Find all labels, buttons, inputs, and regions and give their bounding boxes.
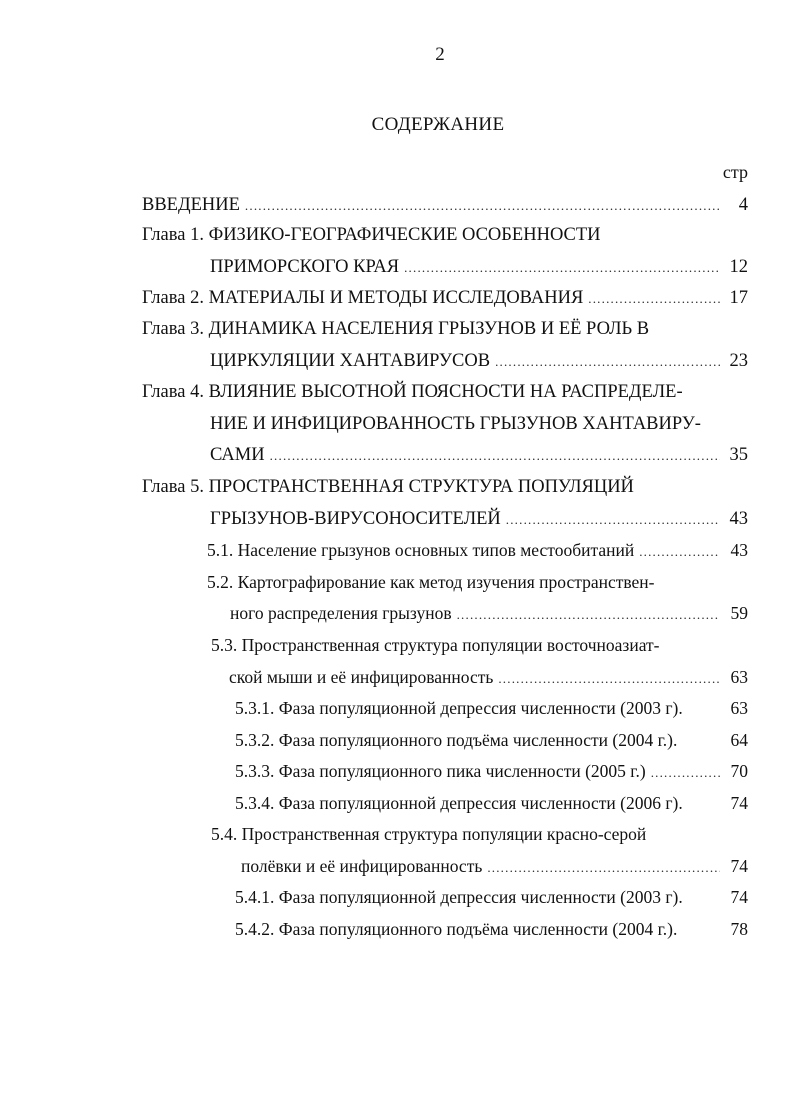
toc-entry-5-1 (207, 537, 748, 563)
toc-entry-chapter-3 (142, 316, 649, 342)
toc-entry-page: 70 (730, 761, 748, 781)
toc-entry-page: 63 (730, 698, 748, 718)
toc-entry-chapter-5-cont (210, 506, 748, 532)
toc-entry-page: 12 (729, 257, 748, 277)
toc-entry-5-2 (207, 569, 655, 595)
toc-entry-text: 5.3. Пространственная структура популяции восточноазиат- (211, 635, 660, 655)
toc-entry-text: 5.1. Население грызунов основных типов местообитаний (207, 540, 635, 560)
toc-entry-page: 63 (730, 667, 748, 687)
toc-entry-page: 64 (730, 730, 748, 750)
toc-entry-text: 5.3.2. Фаза популяционного подъёма численности (2004 г.). (235, 730, 678, 750)
dot-leader (404, 255, 720, 281)
toc-entry-text: ВВЕДЕНИЕ (142, 195, 240, 215)
toc-entry-text: ного распределения грызунов (230, 603, 452, 623)
toc-entry-text: 5.4.2. Фаза популяционного подъёма численности (2004 г.). (235, 919, 678, 939)
toc-entry-5-3-3 (235, 758, 748, 784)
toc-entry-text: 5.4. Пространственная структура популяции красно-серой (211, 824, 647, 844)
toc-entry-page: 59 (730, 603, 748, 623)
toc-entry-text: 5.3.3. Фаза популяционного пика численности (2005 г.) (235, 761, 646, 781)
toc-entry-page: 74 (730, 887, 748, 907)
toc-entry-chapter-4-end (210, 442, 748, 468)
toc-entry-5-3 (211, 632, 659, 658)
dot-leader (588, 286, 720, 312)
toc-entry-chapter-3-cont (210, 348, 748, 374)
dot-leader (639, 539, 720, 565)
toc-entry-page: 74 (730, 793, 748, 813)
toc-entry-page: 78 (730, 919, 748, 939)
toc-entry-chapter-5 (142, 474, 634, 500)
toc-entry-5-3-4 (235, 790, 748, 816)
toc-entry-5-3-1 (235, 695, 748, 721)
dot-leader (495, 349, 720, 375)
toc-entry-text: Глава 3. ДИНАМИКА НАСЕЛЕНИЯ ГРЫЗУНОВ И ЕЁ РОЛЬ В (142, 319, 650, 339)
toc-entry-5-4-cont (241, 853, 748, 879)
toc-entry-5-4 (211, 821, 646, 847)
toc-entry-5-3-2 (235, 727, 748, 753)
toc-entry-text: Глава 1. ФИЗИКО-ГЕОГРАФИЧЕСКИЕ ОСОБЕННОСТИ (142, 225, 601, 245)
toc-entry-text: 5.3.1. Фаза популяционной депрессия численности (2003 г). (235, 698, 683, 718)
dot-leader (487, 855, 720, 881)
toc-entry-text: 5.3.4. Фаза популяционной депрессия численности (2006 г). (235, 793, 683, 813)
toc-entry-page: 43 (729, 509, 748, 529)
toc-entry-text: полёвки и её инфицированность (241, 856, 483, 876)
dot-leader (245, 193, 720, 219)
toc-entry-text: ПРИМОРСКОГО КРАЯ (210, 257, 400, 277)
dot-leader (651, 760, 720, 786)
toc-entry-page: 74 (730, 856, 748, 876)
toc-entry-chapter-1-cont (210, 254, 748, 280)
toc-entry-5-4-2 (235, 916, 748, 942)
toc-entry-text: ГРЫЗУНОВ-ВИРУСОНОСИТЕЛЕЙ (210, 509, 501, 529)
toc-entry-text: ской мыши и её инфицированность (229, 667, 494, 687)
toc-entry-chapter-4-cont (210, 411, 701, 437)
toc-entry-text: Глава 2. МАТЕРИАЛЫ И МЕТОДЫ ИССЛЕДОВАНИЯ (142, 288, 584, 308)
toc-entry-text: Глава 4. ВЛИЯНИЕ ВЫСОТНОЙ ПОЯСНОСТИ НА РАСПРЕДЕЛЕ- (142, 382, 683, 402)
toc-entry-chapter-2 (142, 285, 748, 311)
toc-entry-page: 23 (729, 351, 748, 371)
page-column-header: стр (722, 162, 748, 182)
toc-entry-text: САМИ (210, 445, 265, 465)
toc-entry-chapter-4 (142, 379, 683, 405)
dot-leader (506, 507, 720, 533)
toc-entry-text: 5.4.1. Фаза популяционной депрессия численности (2003 г). (235, 887, 683, 907)
toc-entry-5-2-cont (230, 600, 748, 626)
dot-leader (270, 443, 720, 469)
dot-leader (457, 602, 720, 628)
toc-entry-text: Глава 5. ПРОСТРАНСТВЕННАЯ СТРУКТУРА ПОПУЛЯЦИЙ (142, 477, 634, 497)
toc-entry-chapter-1 (142, 222, 601, 248)
page-number: 2 (435, 44, 445, 65)
toc-entry-page: 35 (729, 445, 748, 465)
dot-leader (498, 666, 720, 692)
toc-entry-introduction (142, 192, 748, 218)
toc-entry-page: 17 (729, 288, 748, 308)
toc-entry-text: ЦИРКУЛЯЦИИ ХАНТАВИРУСОВ (210, 351, 491, 371)
toc-entry-page: 4 (738, 195, 748, 215)
toc-title: СОДЕРЖАНИЕ (371, 114, 505, 135)
toc-entry-text: НИЕ И ИНФИЦИРОВАННОСТЬ ГРЫЗУНОВ ХАНТАВИРУ- (210, 414, 701, 434)
toc-entry-5-4-1 (235, 884, 748, 910)
toc-entry-5-3-cont (229, 664, 748, 690)
toc-entry-text: 5.2. Картографирование как метод изучения пространствен- (207, 572, 655, 592)
toc-entry-page: 43 (730, 540, 748, 560)
